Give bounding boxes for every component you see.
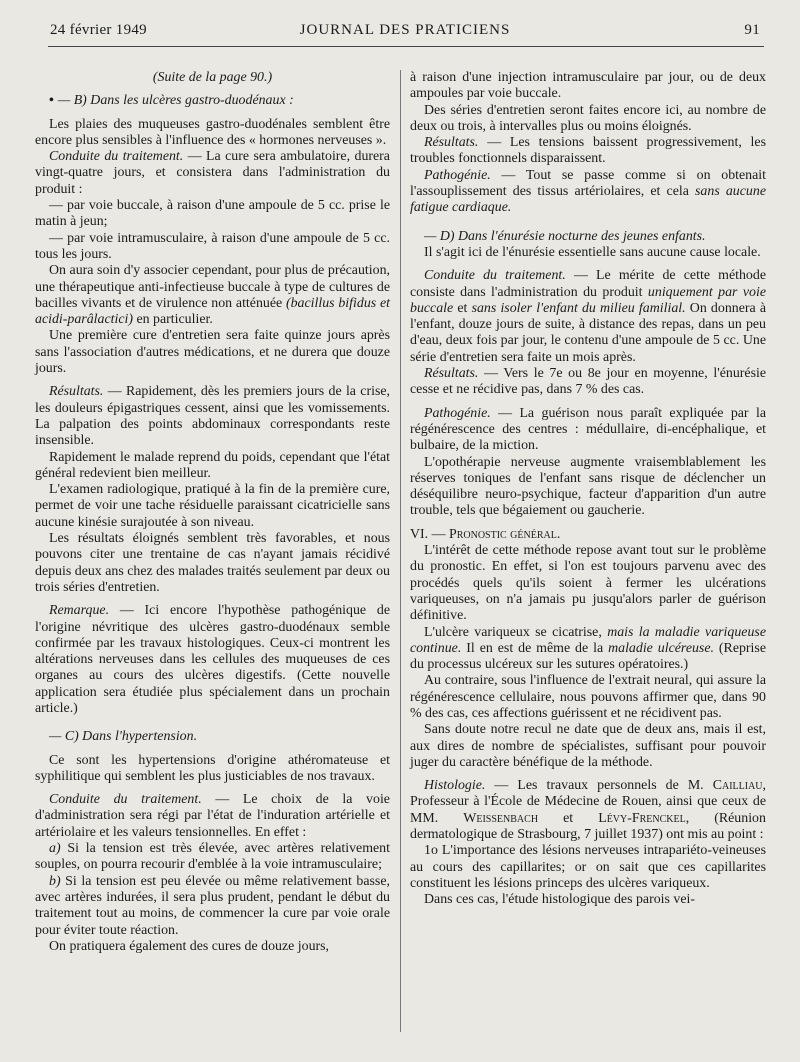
paragraph: L'opothérapie nerveuse augmente vraisemblablement les réserves toniques de l'enfant sans risque de déclencher un déséquilibre neuro-psychique, facteur d'apparition d'un autre trouble, tels que bégaiement ou gaucherie.	[410, 454, 766, 519]
paragraph: On aura soin d'y associer cependant, pour plus de précaution, une thérapeutique anti-infectieuse buccale à type de cultures de bacilles vivants et de virulence non atténuée (bacillus bifidus et acidi-parâlactici) en particulier.	[35, 263, 390, 328]
column-divider	[400, 70, 401, 1032]
paragraph: L'ulcère variqueux se cicatrise, mais la maladie variqueuse continue. Il en est de même de la maladie ulcéreuse. (Reprise du processus ulcéreux sur les sutures opératoires.)	[410, 624, 766, 673]
header-date: 24 février 1949	[50, 22, 147, 38]
paragraph: Les plaies des muqueuses gastro-duodénales semblent être encore plus sensibles à l'influence des « hormones nerveuses ».	[35, 116, 390, 148]
paragraph: a) Si la tension est très élevée, avec artères relativement souples, on pourra recourir d'emblée à la voie intramusculaire;	[35, 841, 390, 873]
paragraph: Il s'agit ici de l'énurésie essentielle sans aucune cause locale.	[424, 244, 761, 260]
paragraph: b) Si la tension est peu élevée ou même relativement basse, avec artères indurées, il sera plus prudent, pendant le début du traitement tout au moins, de commencer la cure par voie orale pour éviter toute réaction.	[35, 873, 390, 938]
paragraph: à raison d'une injection intramusculaire par jour, ou de deux ampoules par voie buccale.	[410, 70, 766, 102]
page-number: 91	[744, 22, 760, 38]
paragraph: Rapidement le malade reprend du poids, cependant que l'état général redevient bien meilleur.	[35, 449, 390, 481]
paragraph: Remarque. — Ici encore l'hypothèse pathogénique de l'origine névritique des ulcères gastro-duodénaux semble confirmée par les travaux histologiques. Ceux-ci montrent les altérations nerveuses dans les cellules des muqueuses de ces organes au cours des ulcères digestifs. (Cette nouvelle application sera étudiée plus spécialement dans un prochain article.)	[35, 603, 390, 716]
section-c-heading: — C) Dans l'hypertension.	[49, 729, 198, 745]
section-vi-heading: VI. — Pronostic général.	[410, 526, 561, 542]
paragraph: Sans doute notre recul ne date que de deux ans, mais il est, aux dires de nombre de spécialistes, suffisant pour pouvoir juger du caractère bénéfique de la méthode.	[410, 722, 766, 770]
paragraph: Les résultats éloignés semblent très favorables, et nous pouvons citer une trentaine de cas n'ayant jamais récidivé depuis deux ans chez des malades traités seulement par deux ou trois séries d'entretien.	[35, 531, 390, 595]
paragraph: Résultats. — Vers le 7e ou 8e jour en moyenne, l'énurésie cesse et ne récidive pas, dans 7 % des cas.	[410, 366, 766, 398]
paragraph: — par voie buccale, à raison d'une ampoule de 5 cc. prise le matin à jeun;	[35, 198, 390, 230]
journal-title: JOURNAL DES PRATICIENS	[299, 22, 511, 38]
paragraph: Résultats. — Rapidement, dès les premiers jours de la crise, les douleurs épigastriques cessent, ainsi que les vomissements. La palpation des points abdominaux correspondants reste insensible.	[35, 384, 390, 449]
paragraph: Ce sont les hypertensions d'origine athéromateuse et syphilitique qui semblent les plus justiciables de nos travaux.	[35, 752, 390, 784]
section-b-heading: • — B) Dans les ulcères gastro-duodénaux :	[49, 93, 294, 109]
page-header	[50, 22, 760, 46]
paragraph: 1o L'importance des lésions nerveuses intrapariéto-veineuses au cours des capillarites; or on sait que ces capillarites constituent les lésions princeps des ulcères variqueux.	[410, 843, 766, 891]
paragraph: L'intérêt de cette méthode repose avant tout sur le problème du pronostic. En effet, si l'on est toujours parvenu avec des procédés quels qu'ils soient à fermer les ulcérations variqueuses, on n'a jamais pu jusqu'alors parler de guérison définitive.	[410, 543, 766, 624]
paragraph: Conduite du traitement. — Le choix de la voie d'administration sera régi par l'état de l'induration artérielle et artériolaire et les valeurs tensionnelles. En effet :	[35, 792, 390, 840]
paragraph: Des séries d'entretien seront faites encore ici, au nombre de deux ou trois, à intervalles plus ou moins éloignés.	[410, 102, 766, 134]
paragraph: Une première cure d'entretien sera faite quinze jours après sans l'association d'autres médications, et ne durera que douze jours.	[35, 328, 390, 377]
paragraph: — par voie intramusculaire, à raison d'une ampoule de 5 cc. tous les jours.	[35, 230, 390, 262]
paragraph: Histologie. — Les travaux personnels de M. Cailliau, Professeur à l'École de Médecine de Rouen, ainsi que ceux de MM. Weissenbach et Lévy-Frenckel, (Réunion dermatologique de Strasbourg, 7 juillet 1937) ont mis au point :	[410, 778, 766, 843]
header-rule	[48, 46, 764, 47]
left-column	[35, 70, 390, 955]
paragraph: Conduite du traitement. — La cure sera ambulatoire, durera vingt-quatre jours, et consistera dans l'administration du produit :	[35, 149, 390, 197]
right-column	[410, 70, 766, 909]
paragraph: On pratiquera également des cures de douze jours,	[49, 938, 330, 954]
paragraph: Résultats. — Les tensions baissent progressivement, les troubles fonctionnels disparaissent.	[410, 135, 766, 167]
paragraph: Au contraire, sous l'influence de l'extrait neural, qui assure la régénérescence cellulaire, nous pouvons affirmer que, dans 90 % des cas, ces affections guérissent et ne récidivent pas.	[410, 673, 766, 721]
paragraph: Dans ces cas, l'étude histologique des parois vei-	[424, 892, 695, 908]
paragraph: L'examen radiologique, pratiqué à la fin de la première cure, permet de voir une tache résiduelle paraissant cicatricielle sans aucune kinésie surajoutée à son niveau.	[35, 482, 390, 530]
paragraph: Pathogénie. — Tout se passe comme si on obtenait l'assouplissement des tissus artériolaires, et cela sans aucune fatigue cardiaque.	[410, 167, 766, 216]
section-d-heading: — D) Dans l'énurésie nocturne des jeunes enfants.	[424, 228, 706, 244]
paragraph: Conduite du traitement. — Le mérite de cette méthode consiste dans l'administration du produit uniquement par voie buccale et sans isoler l'enfant du milieu familial. On donnera à l'enfant, douze jours de suite, à distance des repas, dans un peu d'eau, deux fois par jour, le contenu d'une ampoule de 5 cc. Une série d'entretien sera faite un mois après.	[410, 268, 766, 365]
continuation-note: (Suite de la page 90.)	[152, 70, 273, 85]
paragraph: Pathogénie. — La guérison nous paraît expliquée par la régénérescence des centres : médullaire, di-encéphalique, et bulbaire, de la miction.	[410, 405, 766, 454]
